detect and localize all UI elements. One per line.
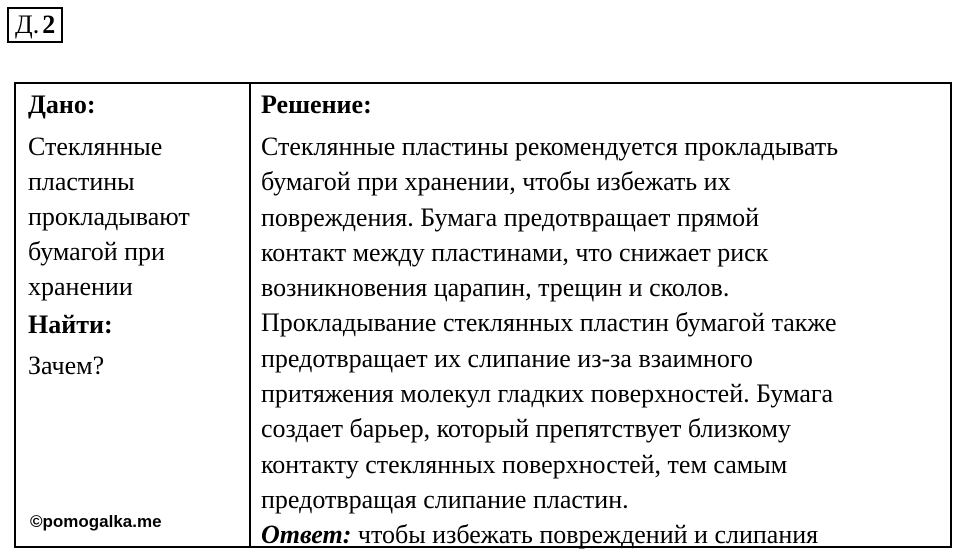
answer-label: Ответ:	[261, 520, 352, 550]
solution-table	[14, 82, 952, 548]
given-column	[16, 84, 251, 546]
find-text: Зачем?	[28, 351, 105, 380]
solution-text: Стеклянные пластины рекомендуется прокладывать бумагой при хранении, чтобы избежать их повреждения. Бумага предотвращает прямой контакт между пластинами, что снижает риск возникновения царапин, трещин и сколов. Прокладывание стеклянных пластин бумагой также предотвращает их слипание из-за взаимного притяжения молекул гладких поверхностей. Бумага создает барьер, который препятствует близкому контакту стеклянных поверхностей, тем самым предотвращая слипание пластин.	[261, 132, 839, 514]
task-number: 2	[42, 10, 56, 39]
find-heading: Найти:	[28, 310, 113, 339]
solution-column	[251, 84, 950, 550]
task-prefix: Д.	[15, 10, 40, 39]
solution-heading: Решение:	[261, 90, 372, 119]
answer-text: чтобы избежать повреждений и слипания	[357, 520, 819, 550]
task-number-box	[7, 7, 63, 43]
watermark: ©pomogalka.me	[30, 512, 162, 531]
answer-line	[261, 517, 944, 552]
given-text: Стеклянные пластины прокладывают бумагой при хранении	[28, 132, 190, 301]
given-heading: Дано:	[28, 90, 96, 119]
